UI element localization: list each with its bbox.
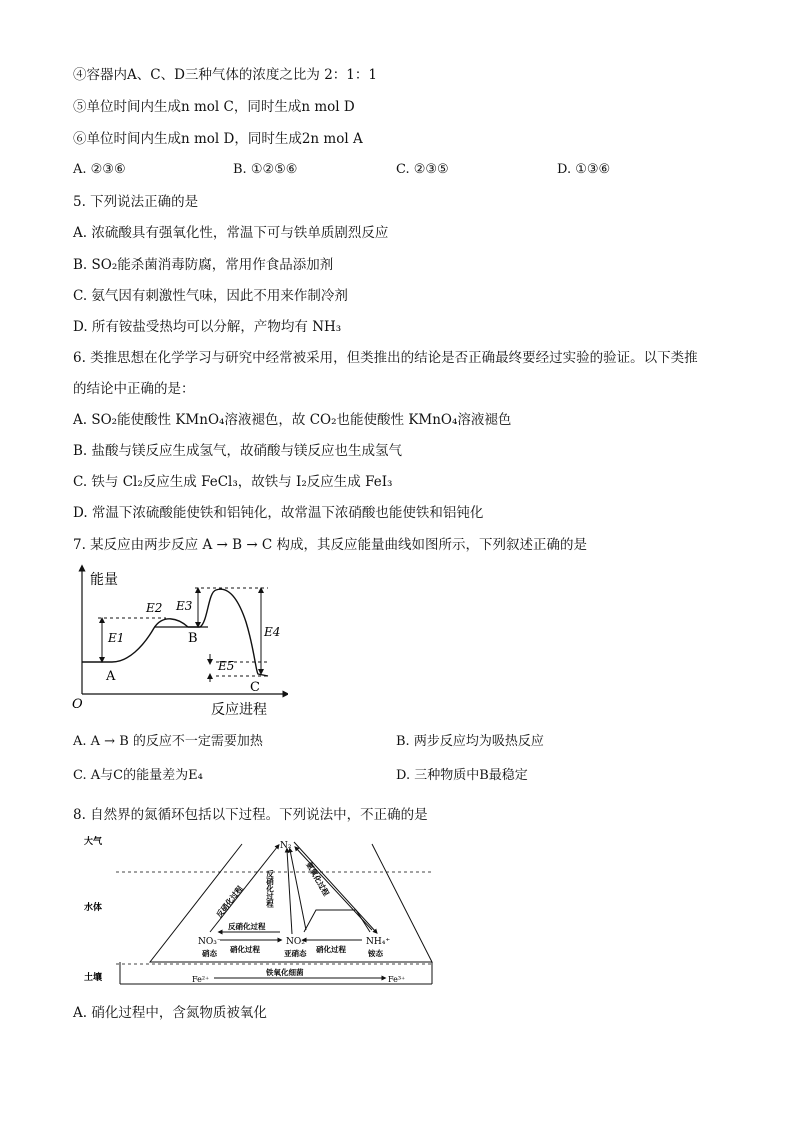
node-fe2: Fe²⁺ [192, 975, 210, 984]
q8-option-a[interactable]: A. 硝化过程中，含氮物质被氧化 [73, 1005, 267, 1021]
process-nitrification-bottom: 硝化过程 [230, 945, 260, 954]
process-denitrification-vertical: 反硝化过程 [265, 870, 275, 908]
node-no2: NO₂⁻ [286, 937, 310, 947]
nitrogen-cycle-diagram [80, 830, 440, 992]
q4-option-b[interactable]: B. ①②⑤⑥ [233, 162, 298, 177]
label-e2: E2 [146, 601, 163, 615]
label-b: B [188, 631, 198, 646]
node-no3: NO₃⁻ [198, 937, 222, 947]
label-e1: E1 [108, 631, 125, 645]
label-e5: E5 [218, 659, 235, 673]
question-6-line2: 的结论中正确的是： [73, 381, 195, 397]
label-e3: E3 [176, 599, 193, 613]
q6-option-a[interactable]: A. SO₂能使酸性 KMnO₄溶液褪色，故 CO₂也能使酸性 KMnO₄溶液褪色 [73, 412, 512, 428]
q7-option-a[interactable]: A. A → B 的反应不一定需要加热 [73, 734, 263, 749]
layer-water: 水体 [84, 903, 103, 913]
q4-option-a[interactable]: A. ②③⑥ [73, 162, 126, 177]
q5-option-b[interactable]: B. SO₂能杀菌消毒防腐，常用作食品添加剂 [73, 257, 334, 273]
question-8: 8. 自然界的氮循环包括以下过程。下列说法中，不正确的是 [73, 807, 428, 823]
process-ammonia-oxidation: 氨氧化过程 [304, 860, 331, 898]
statement-6: ⑥单位时间内生成n mol D，同时生成2n mol A [73, 131, 363, 147]
x-axis-label: 反应进程 [211, 702, 267, 718]
process-iron-bacteria: 铁氧化细菌 [266, 968, 304, 977]
q4-option-c[interactable]: C. ②③⑤ [396, 162, 449, 177]
q5-option-a[interactable]: A. 浓硫酸具有强氧化性，常温下可与铁单质剧烈反应 [73, 225, 389, 241]
label-e4: E4 [264, 625, 281, 639]
process-nitrification-right: 硝化过程 [316, 945, 346, 954]
statement-4: ④容器内A、C、D三种气体的浓度之比为 2：1：1 [73, 67, 377, 83]
node-fe3: Fe³⁺ [388, 975, 406, 984]
node-nh4: NH₄⁺ [366, 937, 391, 947]
question-5: 5. 下列说法正确的是 [73, 194, 199, 210]
q4-option-d[interactable]: D. ①③⑥ [557, 162, 611, 177]
q7-option-d[interactable]: D. 三种物质中B最稳定 [396, 768, 528, 783]
q5-option-c[interactable]: C. 氨气因有刺激性气味，因此不用来作制冷剂 [73, 288, 348, 304]
question-7: 7. 某反应由两步反应 A → B → C 构成，其反应能量曲线如图所示，下列叙述正确的是 [73, 537, 588, 553]
statement-5: ⑤单位时间内生成n mol C，同时生成n mol D [73, 99, 355, 115]
q6-option-c[interactable]: C. 铁与 Cl₂反应生成 FeCl₃，故铁与 I₂反应生成 FeI₃ [73, 474, 393, 490]
q6-option-b[interactable]: B. 盐酸与镁反应生成氢气，故硝酸与镁反应也生成氢气 [73, 443, 403, 459]
state-ammonium: 铵态 [368, 949, 383, 958]
q5-option-d[interactable]: D. 所有铵盐受热均可以分解，产物均有 NH₃ [73, 319, 342, 335]
process-left-diagonal: 反硝化过程 [214, 884, 245, 920]
node-n2: N₂ [280, 841, 292, 851]
origin-label: O [72, 697, 83, 712]
label-c: C [250, 680, 260, 695]
question-6-line1: 6. 类推思想在化学学习与研究中经常被采用，但类推出的结论是否正确最终要经过实验的验证。以下类推 [73, 350, 698, 366]
state-nitrate: 硝态 [202, 949, 217, 958]
state-nitrite: 亚硝态 [284, 949, 307, 958]
process-denitrification-top: 反硝化过程 [228, 922, 266, 931]
layer-atmosphere: 大气 [84, 837, 103, 847]
q7-option-c[interactable]: C. A与C的能量差为E₄ [73, 768, 203, 783]
q7-option-b[interactable]: B. 两步反应均为吸热反应 [396, 734, 544, 749]
label-a: A [106, 669, 116, 684]
y-axis-label: 能量 [90, 572, 118, 588]
energy-diagram [68, 562, 288, 722]
q6-option-d[interactable]: D. 常温下浓硫酸能使铁和铝钝化，故常温下浓硝酸也能使铁和铝钝化 [73, 505, 484, 521]
layer-soil: 土壤 [84, 973, 103, 983]
